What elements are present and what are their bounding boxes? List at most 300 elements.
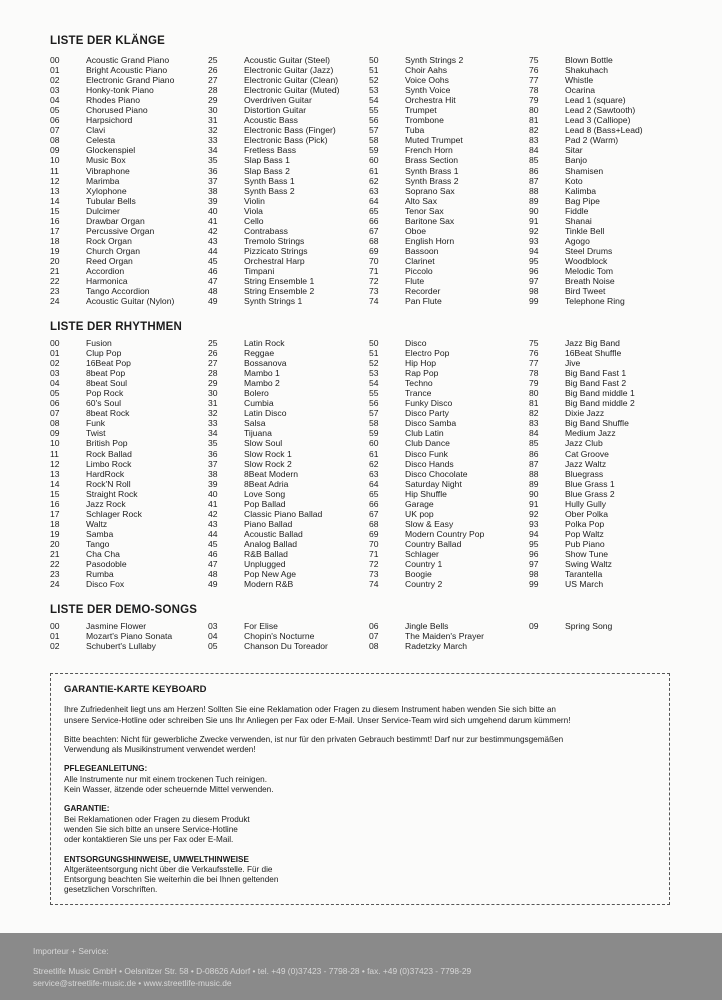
item-number: 51	[369, 65, 379, 76]
list-item	[50, 256, 206, 266]
list-item	[529, 569, 685, 579]
list-item	[529, 519, 685, 529]
item-number: 17	[50, 225, 60, 236]
item-number: 13	[50, 468, 60, 479]
item-name: Blown Bottle	[565, 55, 613, 65]
item-number: 08	[50, 135, 60, 146]
item-number: 86	[529, 165, 539, 176]
item-number: 22	[50, 276, 60, 287]
warranty-title: GARANTIE-KARTE KEYBOARD	[64, 684, 207, 695]
item-number: 03	[50, 368, 60, 379]
item-name: Country 2	[405, 579, 443, 590]
item-name: Bossanova	[244, 358, 287, 369]
item-name: Soprano Sax	[405, 185, 455, 196]
item-number: 53	[369, 85, 379, 96]
item-name: 16Beat Pop	[86, 358, 131, 369]
item-name: Blue Grass 2	[565, 488, 615, 499]
item-name: UK pop	[405, 508, 434, 519]
list-item	[529, 398, 685, 408]
item-number: 33	[208, 418, 218, 429]
item-name: Voice Oohs	[405, 75, 449, 86]
list-item	[208, 368, 364, 378]
item-name: Flute	[405, 276, 425, 287]
item-name: Alto Sax	[405, 195, 438, 206]
item-number: 67	[369, 225, 379, 236]
list-item	[369, 388, 525, 398]
item-name: Fiddle	[565, 205, 589, 216]
item-number: 06	[50, 115, 60, 126]
demos-column	[529, 621, 685, 631]
list-item	[50, 539, 206, 549]
item-name: Fretless Bass	[244, 145, 297, 156]
list-item	[369, 549, 525, 559]
list-item	[208, 65, 364, 75]
list-item	[50, 95, 206, 105]
list-item	[208, 479, 364, 489]
list-item	[208, 569, 364, 579]
item-number: 99	[529, 296, 539, 307]
item-number: 07	[369, 631, 379, 642]
list-item	[369, 559, 525, 569]
item-number: 56	[369, 115, 379, 126]
item-number: 24	[50, 579, 60, 590]
item-name: Synth Strings 1	[244, 296, 303, 307]
item-number: 75	[529, 55, 539, 65]
item-name: Big Band middle 1	[565, 388, 635, 399]
list-item	[369, 631, 525, 641]
item-name: Mambo 2	[244, 378, 280, 389]
sounds-column	[208, 55, 364, 306]
item-name: Viola	[244, 205, 263, 216]
item-name: 8beat Rock	[86, 408, 130, 419]
item-name: Brass Section	[405, 155, 459, 166]
item-name: Tubular Bells	[86, 195, 136, 206]
item-name: Hip Shuffle	[405, 488, 447, 499]
item-number: 04	[50, 378, 60, 389]
list-item	[369, 236, 525, 246]
item-name: Hully Gully	[565, 498, 607, 509]
item-name: Breath Noise	[565, 276, 615, 287]
item-name: Overdriven Guitar	[244, 95, 312, 106]
item-name: Electronic Bass (Finger)	[244, 125, 336, 136]
item-name: Trumpet	[405, 105, 437, 116]
item-number: 15	[50, 205, 60, 216]
list-item	[208, 579, 364, 589]
item-name: Koto	[565, 175, 583, 186]
list-item	[50, 226, 206, 236]
item-number: 52	[369, 75, 379, 86]
item-name: Whistle	[565, 75, 594, 86]
item-name: Acoustic Ballad	[244, 528, 303, 539]
item-number: 99	[529, 579, 539, 590]
item-number: 02	[50, 641, 60, 652]
list-item	[369, 469, 525, 479]
item-number: 83	[529, 418, 539, 429]
item-number: 61	[369, 448, 379, 459]
list-item	[529, 469, 685, 479]
item-name: Synth Strings 2	[405, 55, 464, 65]
item-name: Club Latin	[405, 428, 444, 439]
item-name: Jive	[565, 358, 581, 369]
item-name: Woodblock	[565, 255, 608, 266]
item-number: 22	[50, 559, 60, 570]
item-number: 59	[369, 145, 379, 156]
item-name: Straight Rock	[86, 488, 138, 499]
list-item	[369, 256, 525, 266]
item-name: Analog Ballad	[244, 538, 298, 549]
list-item	[50, 398, 206, 408]
list-item	[529, 549, 685, 559]
item-name: Slow & Easy	[405, 518, 454, 529]
item-number: 08	[369, 641, 379, 652]
list-item	[208, 469, 364, 479]
item-name: Country Ballad	[405, 538, 462, 549]
list-item	[50, 85, 206, 95]
list-item	[529, 125, 685, 135]
item-name: Saturday Night	[405, 478, 462, 489]
sounds-column	[369, 55, 525, 306]
item-name: Disco Fox	[86, 579, 125, 590]
list-item	[208, 256, 364, 266]
item-name: Electro Pop	[405, 348, 450, 359]
list-item	[208, 499, 364, 509]
item-name: Pop New Age	[244, 569, 297, 580]
list-item	[369, 55, 525, 65]
item-number: 10	[50, 155, 60, 166]
list-item	[208, 539, 364, 549]
item-number: 88	[529, 468, 539, 479]
item-name: Lead 1 (square)	[565, 95, 626, 106]
item-name: Jazz Waltz	[565, 458, 607, 469]
item-name: Timpani	[244, 265, 275, 276]
item-number: 59	[369, 428, 379, 439]
list-item	[50, 449, 206, 459]
item-number: 41	[208, 215, 218, 226]
item-name: Disco Hands	[405, 458, 454, 469]
rhythms-column	[50, 338, 206, 589]
item-name: Electronic Bass (Pick)	[244, 135, 328, 146]
item-name: Tinkle Bell	[565, 225, 605, 236]
list-item	[50, 408, 206, 418]
item-number: 81	[529, 398, 539, 409]
item-name: Pasodoble	[86, 559, 127, 570]
item-number: 49	[208, 579, 218, 590]
item-name: Schlager Rock	[86, 508, 142, 519]
item-number: 68	[369, 518, 379, 529]
item-name: Jingle Bells	[405, 621, 449, 631]
item-name: Limbo Rock	[86, 458, 132, 469]
item-number: 87	[529, 458, 539, 469]
item-number: 36	[208, 448, 218, 459]
item-number: 97	[529, 276, 539, 287]
list-item	[369, 95, 525, 105]
list-item	[208, 388, 364, 398]
item-number: 90	[529, 205, 539, 216]
item-name: Tarantella	[565, 569, 603, 580]
item-name: Baritone Sax	[405, 215, 455, 226]
item-number: 37	[208, 175, 218, 186]
item-number: 47	[208, 559, 218, 570]
item-number: 18	[50, 518, 60, 529]
item-name: Steel Drums	[565, 245, 613, 256]
care-heading: PFLEGEANLEITUNG:	[64, 764, 148, 774]
item-number: 79	[529, 378, 539, 389]
list-item	[50, 338, 206, 348]
item-name: Mambo 1	[244, 368, 280, 379]
list-item	[208, 196, 364, 206]
item-number: 25	[208, 338, 218, 348]
item-number: 71	[369, 265, 379, 276]
item-number: 40	[208, 488, 218, 499]
list-item	[208, 286, 364, 296]
item-number: 05	[208, 641, 218, 652]
item-name: Radetzky March	[405, 641, 468, 652]
item-number: 38	[208, 468, 218, 479]
item-number: 46	[208, 265, 218, 276]
list-item	[529, 388, 685, 398]
item-number: 79	[529, 95, 539, 106]
item-number: 95	[529, 255, 539, 266]
list-item	[369, 509, 525, 519]
list-item	[529, 105, 685, 115]
item-name: Harmonica	[86, 276, 128, 287]
item-number: 01	[50, 65, 60, 76]
item-name: Lead 2 (Sawtooth)	[565, 105, 636, 116]
list-item	[50, 196, 206, 206]
item-number: 14	[50, 478, 60, 489]
item-name: R&B Ballad	[244, 548, 288, 559]
list-item	[208, 378, 364, 388]
list-item	[529, 145, 685, 155]
item-name: Disco Samba	[405, 418, 457, 429]
item-number: 31	[208, 115, 218, 126]
item-number: 38	[208, 185, 218, 196]
list-item	[50, 186, 206, 196]
list-item	[50, 579, 206, 589]
item-number: 78	[529, 368, 539, 379]
list-item	[50, 135, 206, 145]
list-item	[369, 115, 525, 125]
item-name: HardRock	[86, 468, 125, 479]
item-number: 93	[529, 235, 539, 246]
guarantee-line: Bei Reklamationen oder Fragen zu diesem Produkt	[64, 814, 250, 824]
item-number: 92	[529, 508, 539, 519]
item-name: Piccolo	[405, 265, 433, 276]
item-name: Drawbar Organ	[86, 215, 145, 226]
disposal-line: gesetzlichen Vorschriften.	[64, 885, 158, 895]
item-number: 06	[369, 621, 379, 631]
item-number: 73	[369, 286, 379, 297]
list-item	[529, 206, 685, 216]
item-number: 91	[529, 215, 539, 226]
item-number: 17	[50, 508, 60, 519]
guarantee-line: oder kontaktieren Sie uns per Fax oder E-Mail.	[64, 835, 234, 845]
item-name: Cat Groove	[565, 448, 609, 459]
item-number: 24	[50, 296, 60, 307]
list-item	[529, 449, 685, 459]
list-item	[369, 65, 525, 75]
list-item	[208, 449, 364, 459]
item-number: 02	[50, 358, 60, 369]
item-number: 76	[529, 348, 539, 359]
list-item	[529, 65, 685, 75]
list-item	[50, 125, 206, 135]
item-number: 37	[208, 458, 218, 469]
item-number: 44	[208, 245, 218, 256]
list-item	[369, 196, 525, 206]
item-number: 11	[50, 448, 59, 459]
list-item	[369, 621, 525, 631]
sounds-title: LISTE DER KLÄNGE	[50, 35, 166, 47]
item-number: 09	[50, 145, 60, 156]
list-item	[50, 176, 206, 186]
list-item	[369, 539, 525, 549]
warranty-note-line: Verwendung als Musikinstrument verwendet werden!	[64, 745, 256, 755]
item-name: Shakuhach	[565, 65, 609, 76]
list-item	[369, 105, 525, 115]
item-number: 65	[369, 488, 379, 499]
list-item	[50, 459, 206, 469]
list-item	[50, 549, 206, 559]
item-name: Acoustic Bass	[244, 115, 298, 126]
item-name: Rock Organ	[86, 235, 132, 246]
list-item	[208, 559, 364, 569]
item-name: Cumbia	[244, 398, 274, 409]
list-item	[50, 438, 206, 448]
sounds-column	[50, 55, 206, 306]
item-name: Acoustic Guitar (Nylon)	[86, 296, 175, 307]
item-number: 12	[50, 175, 60, 186]
item-number: 89	[529, 478, 539, 489]
item-number: 58	[369, 418, 379, 429]
item-name: Synth Bass 1	[244, 175, 295, 186]
item-number: 19	[50, 245, 60, 256]
item-name: Acoustic Grand Piano	[86, 55, 170, 65]
item-number: 15	[50, 488, 60, 499]
item-name: Rap Pop	[405, 368, 439, 379]
item-name: Pub Piano	[565, 538, 605, 549]
list-item	[208, 338, 364, 348]
item-number: 36	[208, 165, 218, 176]
list-item	[529, 216, 685, 226]
item-number: 78	[529, 85, 539, 96]
item-name: Chorused Piano	[86, 105, 148, 116]
item-name: Bird Tweet	[565, 286, 606, 297]
item-number: 29	[208, 95, 218, 106]
item-number: 76	[529, 65, 539, 76]
item-name: Recorder	[405, 286, 441, 297]
care-line: Alle Instrumente nur mit einem trockenen Tuch reinigen.	[64, 774, 267, 784]
list-item	[369, 85, 525, 95]
item-name: Jazz Big Band	[565, 338, 620, 348]
list-item	[529, 539, 685, 549]
list-item	[529, 176, 685, 186]
item-name: Schlager	[405, 548, 439, 559]
item-name: Reed Organ	[86, 255, 133, 266]
list-item	[529, 408, 685, 418]
list-item	[529, 155, 685, 165]
list-item	[50, 479, 206, 489]
list-item	[50, 529, 206, 539]
list-item	[369, 216, 525, 226]
item-name: Celesta	[86, 135, 116, 146]
item-number: 03	[50, 85, 60, 96]
item-name: Xylophone	[86, 185, 127, 196]
item-name: Slow Soul	[244, 438, 283, 449]
item-name: Clup Pop	[86, 348, 122, 359]
list-item	[50, 286, 206, 296]
item-name: Jasmine Flower	[86, 621, 147, 631]
list-item	[50, 631, 206, 641]
list-item	[369, 145, 525, 155]
item-name: Club Dance	[405, 438, 450, 449]
item-name: Slap Bass 1	[244, 155, 290, 166]
item-name: English Horn	[405, 235, 455, 246]
item-number: 57	[369, 408, 379, 419]
item-name: Disco Party	[405, 408, 449, 419]
item-name: Salsa	[244, 418, 266, 429]
item-name: Slap Bass 2	[244, 165, 290, 176]
list-item	[529, 368, 685, 378]
item-number: 70	[369, 255, 379, 266]
item-name: 8Beat Adria	[244, 478, 289, 489]
list-item	[208, 529, 364, 539]
list-item	[50, 641, 206, 651]
list-item	[369, 641, 525, 651]
item-number: 54	[369, 378, 379, 389]
item-number: 48	[208, 286, 218, 297]
item-name: French Horn	[405, 145, 453, 156]
list-item	[50, 216, 206, 226]
item-number: 35	[208, 438, 218, 449]
list-item	[208, 358, 364, 368]
item-name: Distortion Guitar	[244, 105, 307, 116]
list-item	[369, 499, 525, 509]
item-number: 46	[208, 548, 218, 559]
item-number: 30	[208, 388, 218, 399]
item-number: 65	[369, 205, 379, 216]
item-name: Accordion	[86, 265, 125, 276]
item-name: Synth Brass 2	[405, 175, 459, 186]
item-name: Tremolo Strings	[244, 235, 305, 246]
demos-column	[208, 621, 364, 651]
item-number: 01	[50, 631, 60, 642]
list-item	[50, 155, 206, 165]
item-name: Modern R&B	[244, 579, 294, 590]
item-name: Bassoon	[405, 245, 439, 256]
item-name: Kalimba	[565, 185, 597, 196]
item-name: Pan Flute	[405, 296, 442, 307]
item-number: 51	[369, 348, 379, 359]
item-name: Electronic Grand Piano	[86, 75, 175, 86]
item-number: 40	[208, 205, 218, 216]
item-number: 96	[529, 548, 539, 559]
item-number: 39	[208, 478, 218, 489]
item-number: 88	[529, 185, 539, 196]
list-item	[369, 166, 525, 176]
item-name: Church Organ	[86, 245, 140, 256]
item-name: Swing Waltz	[565, 559, 612, 570]
item-number: 63	[369, 468, 379, 479]
item-number: 19	[50, 528, 60, 539]
list-item	[529, 286, 685, 296]
sounds-column	[529, 55, 685, 306]
list-item	[369, 358, 525, 368]
item-number: 13	[50, 185, 60, 196]
item-name: Modern Country Pop	[405, 528, 485, 539]
list-item	[208, 186, 364, 196]
list-item	[208, 418, 364, 428]
